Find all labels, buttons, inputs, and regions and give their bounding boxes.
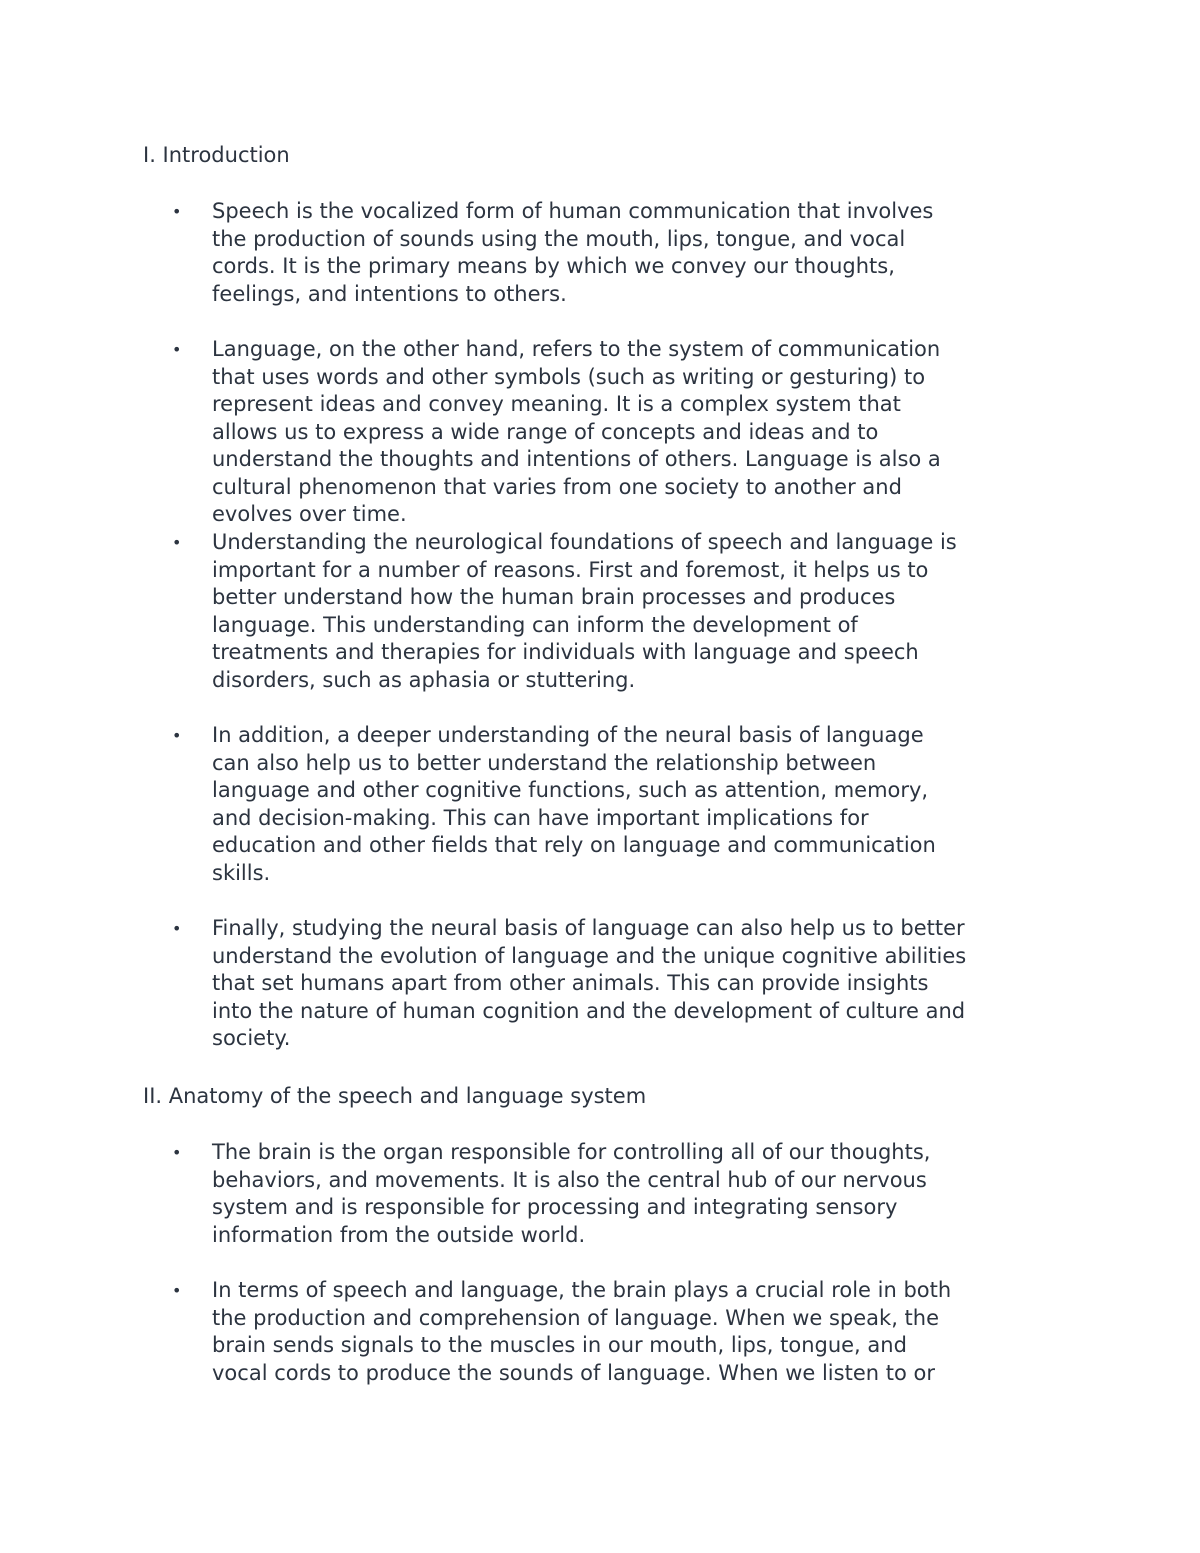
list-item-paragraph: In terms of speech and language, the brain plays a crucial role in both the production and comprehension of language. When we speak, the brain sends signals to the muscles in our mouth, lips, tongue, and vocal cords to produce the sounds of language. When we listen to or	[212, 1278, 952, 1385]
bullet-marker: •	[172, 340, 182, 359]
section-heading-anatomy: II. Anatomy of the speech and language system	[143, 1084, 647, 1108]
list-item-paragraph: Understanding the neurological foundations of speech and language is important for a number of reasons. First and foremost, it helps us to better understand how the human brain processes and produces language. This understanding can inform the development of treatments and therapies for individuals with language and speech disorders, such as aphasia or stuttering.	[212, 530, 957, 692]
bullet-marker: •	[172, 726, 182, 745]
bullet-marker: •	[172, 919, 182, 938]
bullet-marker: •	[172, 1143, 182, 1162]
list-item-paragraph: Finally, studying the neural basis of language can also help us to better understand the evolution of language and the unique cognitive abilities that set humans apart from other animals. This can provide insights into the nature of human cognition and the development of culture and society.	[212, 916, 967, 1050]
list-item-paragraph: Speech is the vocalized form of human communication that involves the production of sounds using the mouth, lips, tongue, and vocal cords. It is the primary means by which we convey our thoughts, feelings, and intentions to others.	[212, 199, 934, 306]
bullet-marker: •	[172, 1281, 182, 1300]
bullet-marker: •	[172, 202, 182, 221]
list-item-paragraph: In addition, a deeper understanding of the neural basis of language can also help us to better understand the relationship between language and other cognitive functions, such as attention, memory, and decision-making. This can have important implications for education and other fields that rely on language and communication skills.	[212, 723, 936, 885]
list-item-paragraph: The brain is the organ responsible for controlling all of our thoughts, behaviors, and movements. It is also the central hub of our nervous system and is responsible for processing and integrating sensory information from the outside world.	[212, 1140, 931, 1247]
list-item-paragraph: Language, on the other hand, refers to the system of communication that uses words and other symbols (such as writing or gesturing) to represent ideas and convey meaning. It is a complex system that allows us to express a wide range of concepts and ideas and to understand the thoughts and intentions of others. Language is also a cultural phenomenon that varies from one society to another and evolves over time.	[212, 337, 941, 526]
bullet-marker: •	[172, 533, 182, 552]
section-heading-introduction: I. Introduction	[143, 143, 290, 167]
